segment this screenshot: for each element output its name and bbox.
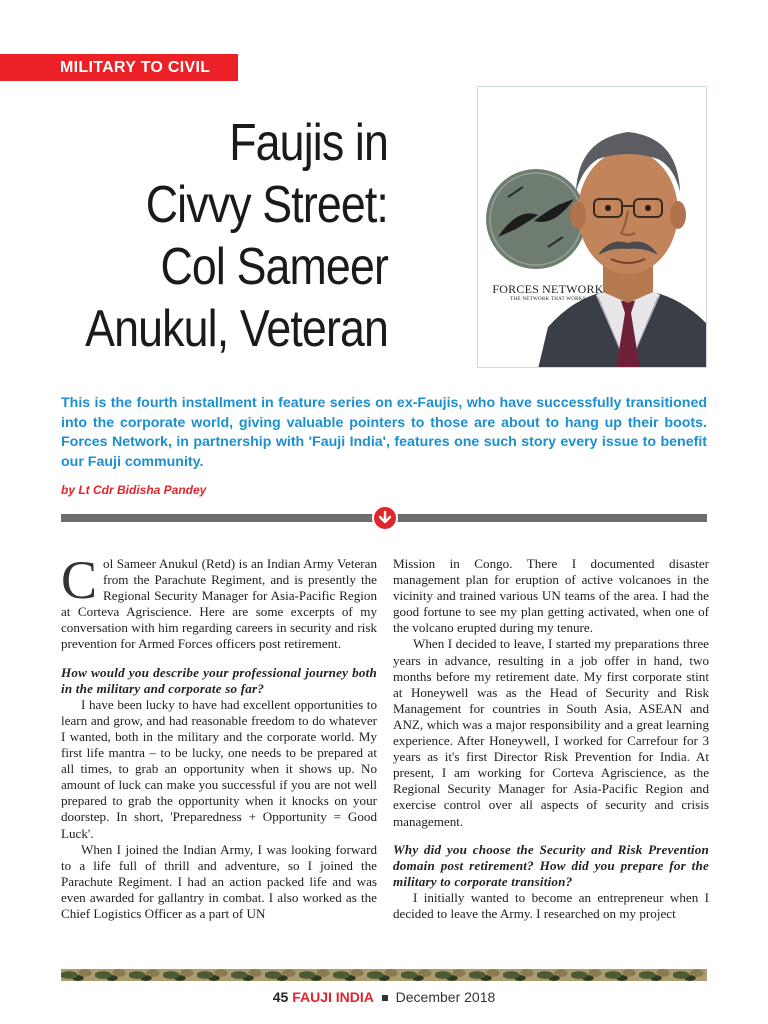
headline-line: Anukul, Veteran bbox=[85, 300, 388, 358]
dropcap: C bbox=[61, 550, 98, 610]
arrow-down-icon bbox=[372, 505, 398, 531]
headline bbox=[78, 112, 388, 360]
page-number: 45 bbox=[272, 989, 289, 1005]
headline-line: Faujis in bbox=[229, 114, 388, 172]
interview-question: Why did you choose the Security and Risk Prevention domain post retirement? How did you prepare for the military to corporate transition? bbox=[393, 841, 709, 889]
logo-name: FORCES NETWORK bbox=[492, 282, 604, 296]
portrait-photo bbox=[477, 86, 707, 368]
paragraph-text: ol Sameer Anukul (Retd) is an Indian Army Veteran from the Parachute Regiment, and is presently the Regional Security Manager for Asia-Pacific Region at Corteva Agriscience. Here are some excerpts of my conversation with him regarding careers in security and risk prevention for Armed Forces officers post retirement. bbox=[61, 556, 377, 652]
interview-question: How would you describe your professional journey both in the military and corporate so far? bbox=[61, 664, 377, 696]
square-bullet-icon bbox=[382, 995, 388, 1001]
intro-paragraph: This is the fourth installment in feature series on ex-Faujis, who have successfully transitioned into the corporate world, giving valuable pointers to those are about to hang up their boots. Forces Network, in partnership with 'Fauji India', features one such story every issue to benefit our Fauji community. bbox=[61, 395, 707, 470]
article-paragraph bbox=[61, 550, 377, 653]
article-paragraph: When I decided to leave, I started my preparations three years in advance, resulting in a job offer in hand, two months before my retirement date. My first corporate stint at Honeywell was as the Head of Security and Risk Management for countries in South Asia, ASEAN and ANZ, which was a major responsibility and a great learning experience. After Honeywell, I worked for Carrefour for 3 years as it's first Director Risk Prevention for India. At present, I am working for Corteva Agriscience, as the Regional Security Manager for Asia-Pacific Region and exercise control over all aspects of security and crisis management. bbox=[393, 636, 709, 829]
article-paragraph: I initially wanted to become an entrepreneur when I decided to leave the Army. I researched on my project bbox=[393, 889, 709, 921]
portrait-illustration bbox=[478, 87, 707, 368]
headline-line: Civvy Street: bbox=[145, 176, 388, 234]
article-paragraph: When I joined the Indian Army, I was looking forward to a life full of thrill and adventure, so I joined the Parachute Regiment. I had an action packed life and was even awarded for gallantry in combat. I also worked as the Chief Logistics Officer as a part of UN bbox=[61, 841, 377, 921]
byline: by Lt Cdr Bidisha Pandey bbox=[61, 483, 207, 497]
headline-line: Col Sameer bbox=[160, 238, 388, 296]
article-column-left bbox=[61, 550, 377, 922]
page-footer bbox=[0, 989, 768, 1005]
article-column-right bbox=[393, 556, 709, 922]
article-paragraph: I have been lucky to have had excellent opportunities to learn and grow, and had reasonable freedom to do whatever I wanted, both in the military and the corporate world. My first life mantra – to be lucky, one needs to be prepared at all times, to grab an opportunity when it shows up. No amount of luck can make you successful if you are not well prepared to grab the opportunity when it knocks on your doorstep. In short, 'Preparedness + Opportunity = Good Luck'. bbox=[61, 696, 377, 841]
section-tag: MILITARY TO CIVIL bbox=[0, 54, 238, 81]
logo-tagline: THE NETWORK THAT WORKS bbox=[510, 297, 586, 302]
issue-date: December 2018 bbox=[395, 989, 496, 1005]
magazine-name: FAUJI INDIA bbox=[292, 989, 374, 1005]
article-paragraph: Mission in Congo. There I documented disaster management plan for eruption of active volcanoes in the vicinity and trained various UN teams of the area. I had the good fortune to see my plan getting activated, when one of the volcano erupted during my tenure. bbox=[393, 556, 709, 636]
logo-caption bbox=[478, 283, 618, 303]
camouflage-band bbox=[61, 969, 707, 981]
